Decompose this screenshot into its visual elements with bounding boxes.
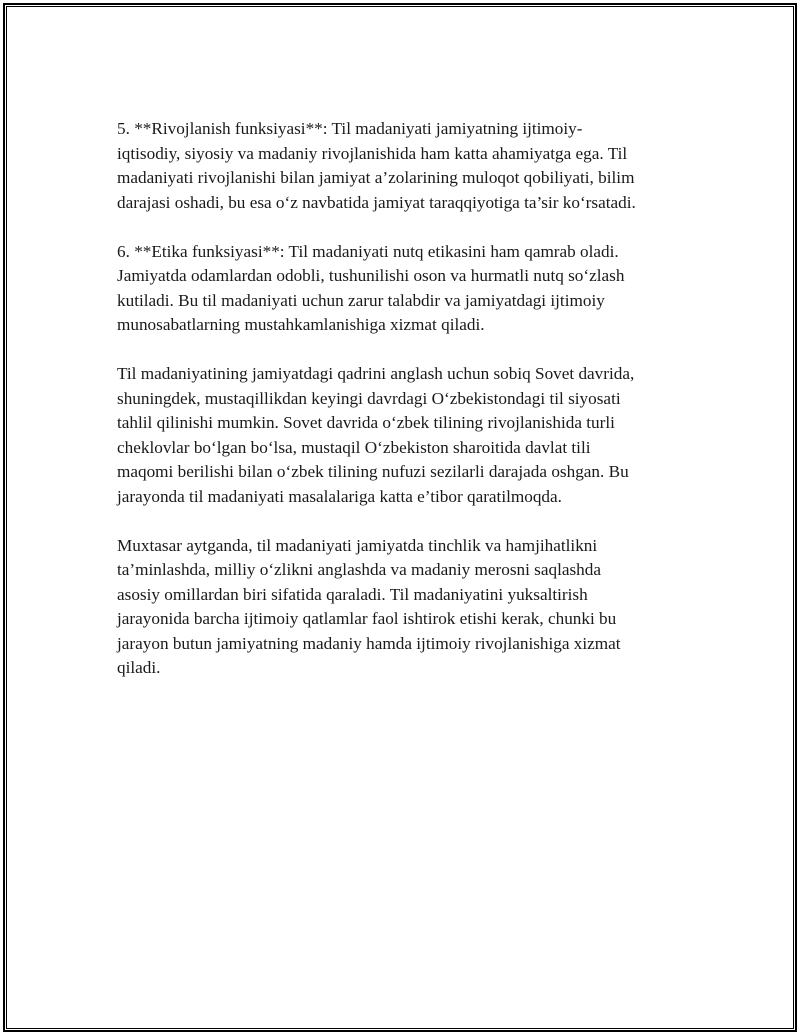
document-body (117, 117, 692, 705)
text-line: ta’minlashda, milliy o‘zlikni anglashda va madaniy merosni saqlashda (117, 560, 601, 579)
paragraph-ethics-function (117, 240, 692, 338)
text-line: Muxtasar aytganda, til madaniyati jamiyatda tinchlik va hamjihatlikni (117, 535, 598, 555)
text-line: darajasi oshadi, bu esa o‘z navbatida jamiyat taraqqiyotiga ta’sir ko‘rsatadi. (117, 192, 636, 212)
paragraph-development-function (117, 117, 692, 215)
text-line: maqomi berilishi bilan o‘zbek tilining nufuzi sezilarli darajada oshgan. Bu (117, 462, 629, 481)
text-line: asosiy omillardan biri sifatida qaraladi. Til madaniyatini yuksaltirish (117, 584, 588, 604)
text-line: jarayonda til madaniyati masalalariga katta e’tibor qaratilmoqda. (117, 486, 562, 506)
text-line: jarayon butun jamiyatning madaniy hamda ijtimoiy rivojlanishiga xizmat (117, 633, 621, 653)
text-line: cheklovlar bo‘lgan bo‘lsa, mustaqil O‘zbekiston sharoitida davlat tili (117, 437, 591, 457)
text-line: kutiladi. Bu til madaniyati uchun zarur talabdir va jamiyatdagi ijtimoiy (117, 290, 605, 310)
text-line: 5. **Rivojlanish funksiyasi**: Til madaniyati jamiyatning ijtimoiy- (117, 119, 583, 138)
text-line: iqtisodiy, siyosiy va madaniy rivojlanishida ham katta ahamiyatga ega. Til (117, 143, 628, 163)
text-line: 6. **Etika funksiyasi**: Til madaniyati nutq etikasini ham qamrab oladi. (117, 241, 619, 261)
text-line: Til madaniyatining jamiyatdagi qadrini anglash uchun sobiq Sovet davrida, (117, 364, 635, 383)
text-line: madaniyati rivojlanishi bilan jamiyat a’zolarining muloqot qobiliyati, bilim (117, 168, 635, 187)
paragraph-language-policy (117, 362, 692, 509)
text-line: tahlil qilinishi mumkin. Sovet davrida o‘zbek tilining rivojlanishida turli (117, 413, 615, 432)
text-line: qiladi. (117, 658, 161, 677)
text-line: Jamiyatda odamlardan odobli, tushunilishi oson va hurmatli nutq so‘zlash (117, 266, 625, 285)
text-line: jarayonida barcha ijtimoiy qatlamlar faol ishtirok etishi kerak, chunki bu (117, 609, 617, 628)
text-line: munosabatlarning mustahkamlanishiga xizmat qiladi. (117, 315, 485, 334)
text-line: shuningdek, mustaqillikdan keyingi davrdagi O‘zbekistondagi til siyosati (117, 388, 621, 408)
paragraph-conclusion (117, 534, 692, 681)
